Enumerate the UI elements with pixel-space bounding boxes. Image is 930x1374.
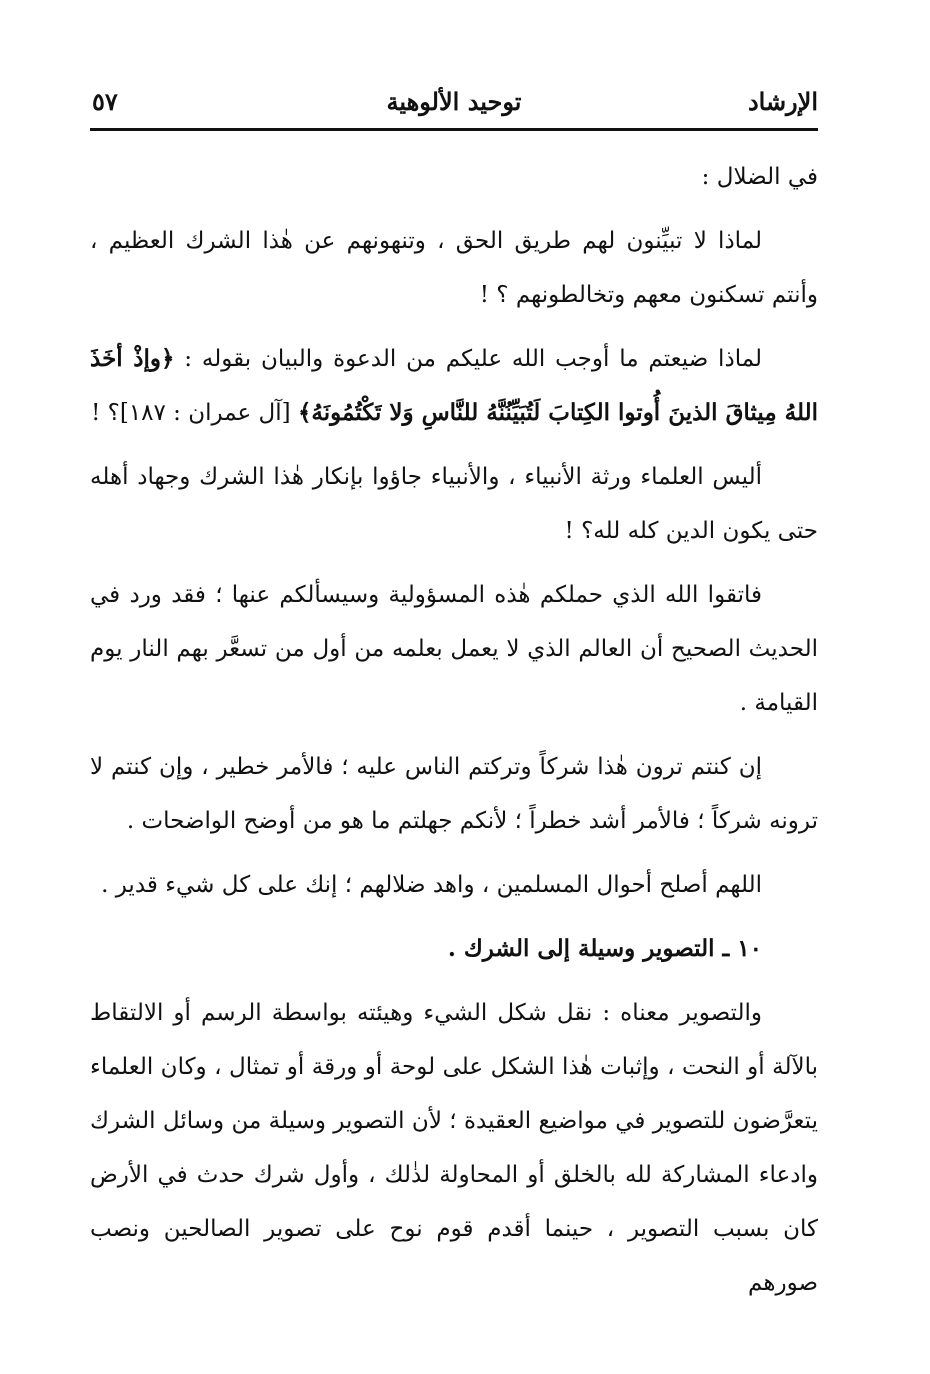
paragraph: إن كنتم ترون هٰذا شركاً وتركتم الناس عليه ؛ فالأمر خطير ، وإن كنتم لا ترونه شركاً ؛ فالأمر أشد خطراً ؛ لأنكم جهلتم ما هو من أوضح الواضحات . — [90, 754, 818, 834]
section-heading: ١٠ ـ التصوير وسيلة إلى الشرك . — [447, 935, 762, 962]
page-body — [90, 150, 818, 1320]
paragraph: فاتقوا الله الذي حملكم هٰذه المسؤولية وسيسألكم عنها ؛ فقد ورد في الحديث الصحيح أن العالم الذي لا يعمل بعلمه من أول من تسعَّر بهم النار يوم القيامة . — [90, 582, 818, 716]
header-divider — [90, 128, 818, 131]
paragraph: أليس العلماء ورثة الأنبياء ، والأنبياء جاؤوا بإنكار هٰذا الشرك وجهاد أهله حتى يكون الدين كله لله؟ ! — [90, 464, 818, 544]
book-title: الإرشاد — [747, 87, 818, 116]
running-header — [90, 78, 818, 126]
paragraph: اللهم أصلح أحوال المسلمين ، واهد ضلالهم ؛ إنك على كل شيء قدير . — [101, 872, 762, 898]
paragraph-with-verse — [90, 332, 818, 440]
paragraph: لماذا لا تبيِّنون لهم طريق الحق ، وتنهونهم عن هٰذا الشرك العظيم ، وأنتم تسكنون معهم وتخالطونهم ؟ ! — [90, 228, 818, 308]
page-number: ٥٧ — [92, 87, 118, 116]
verse-citation: [آل عمران : ١٨٧]؟ ! — [91, 400, 298, 426]
paragraph-intro: في الضلال : — [701, 164, 818, 190]
paragraph-text: لماذا ضيعتم ما أوجب الله عليكم من الدعوة والبيان بقوله : — [174, 346, 763, 372]
quran-verse: ﴿وإذْ أخَذَ اللهُ مِيثاقَ الذينَ أُوتوا الكِتابَ لَتُبَيِّنُنَّهُ للنَّاسِ وَلا تَكْتُمُونَهُ﴾ — [90, 345, 818, 426]
chapter-title: توحيد الألوهية — [386, 87, 522, 116]
paragraph: والتصوير معناه : نقل شكل الشيء وهيئته بواسطة الرسم أو الالتقاط بالآلة أو النحت ، وإثبات هٰذا الشكل على لوحة أو ورقة أو تمثال ، وكان العلماء يتعرَّضون للتصوير في مواضيع العقيدة ؛ لأن التصوير وسيلة من وسائل الشرك وادعاء المشاركة لله بالخلق أو المحاولة لذٰلك ، وأول شرك حدث في الأرض كان بسبب التصوير ، حينما أقدم قوم نوح على تصوير الصالحين ونصب صورهم — [90, 1000, 818, 1296]
